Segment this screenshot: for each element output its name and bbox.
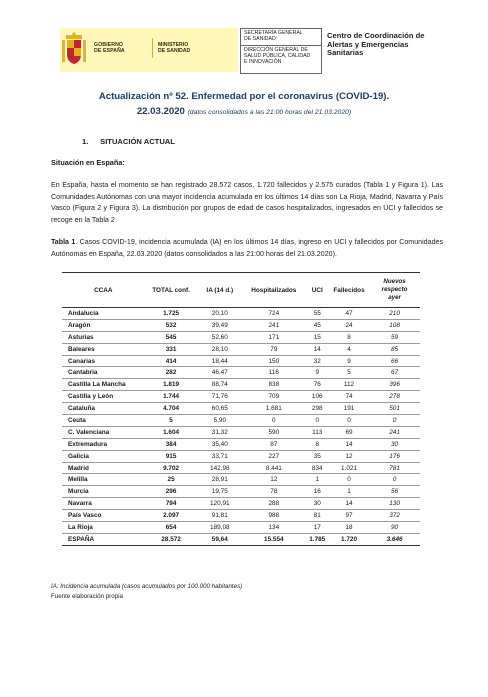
cell-hospitalizados: 988 [242,510,306,522]
subtitle-date: 22.03.2020 [136,106,185,117]
cell-hospitalizados: 78 [242,486,306,498]
cell-nuevos: 66 [369,355,420,367]
cell-uci: 32 [306,355,329,367]
footnote-ia: IA: Incidencia acumulada (casos acumulados por 100.000 habitantes) [51,583,243,590]
cell-uci: 76 [306,379,329,391]
cell-uci: 30 [306,498,329,510]
cell-ccaa: País Vasco [62,510,145,522]
cell-nuevos: 278 [369,391,420,403]
cell-nuevos: 396 [369,379,420,391]
cell-ia: 31,32 [198,426,242,438]
table-body [62,308,420,546]
cell-fallecidos: 112 [329,379,369,391]
table-row [62,415,420,427]
secretaria-box [240,28,322,74]
cell-ia: 88,74 [198,379,242,391]
cell-ia: 46,47 [198,367,242,379]
ccaes-line-3: Sanitarias [327,48,364,58]
cell-hospitalizados: 227 [242,450,306,462]
cell-total: 654 [145,522,198,534]
cell-fallecidos: 24 [329,319,369,331]
cell-ia: 142,98 [198,462,242,474]
cell-ccaa: Castilla La Mancha [62,379,145,391]
cell-ccaa: Cantabria [62,367,145,379]
total-hospitalizados: 15.554 [242,533,306,545]
cell-fallecidos: 18 [329,522,369,534]
total-total: 28.572 [145,533,198,545]
cell-total: 1.744 [145,391,198,403]
cell-ccaa: Ceuta [62,415,145,427]
cell-ia: 71,76 [198,391,242,403]
table-row [62,522,420,534]
col-header-nuevos [369,273,420,308]
coat-of-arms-icon [62,32,86,66]
cell-ia: 20,10 [198,308,242,320]
cell-ccaa: Aragón [62,319,145,331]
cell-hospitalizados: 590 [242,426,306,438]
col-header-total: TOTAL conf. [145,273,198,308]
cell-uci: 17 [306,522,329,534]
table-header [62,273,420,308]
cell-total: 331 [145,343,198,355]
cell-hospitalizados: 0 [242,415,306,427]
table-row [62,331,420,343]
cell-total: 2.097 [145,510,198,522]
cell-ccaa: La Rioja [62,522,145,534]
cell-hospitalizados: 12 [242,474,306,486]
government-name [94,42,125,54]
logo-divider [152,38,153,58]
col-header-ia: IA (14 d.) [198,273,242,308]
cell-ia: 33,71 [198,450,242,462]
cell-uci: 45 [306,319,329,331]
cell-hospitalizados: 709 [242,391,306,403]
cell-fallecidos: 12 [329,450,369,462]
cell-ia: 60,65 [198,403,242,415]
cell-nuevos: 59 [369,331,420,343]
table-row [62,462,420,474]
subtitle-note: (datos consolidados a las 21:00 horas del 21.03.2020) [187,109,352,116]
table-row [62,438,420,450]
direccion-line-1: DIRECCIÓN GENERAL DE [244,47,308,53]
cell-fallecidos: 14 [329,498,369,510]
cell-ia: 52,60 [198,331,242,343]
cell-nuevos: 67 [369,367,420,379]
cell-fallecidos: 1.021 [329,462,369,474]
cell-ccaa: Extremadura [62,438,145,450]
total-ia: 59,64 [198,533,242,545]
section-number: 1. [82,137,89,146]
cell-uci: 35 [306,450,329,462]
cell-fallecidos: 4 [329,343,369,355]
table-row [62,319,420,331]
cell-nuevos: 85 [369,343,420,355]
cases-table-wrapper [62,272,420,546]
total-ccaa: ESPAÑA [62,533,145,545]
cell-ccaa: Castilla y León [62,391,145,403]
table-row [62,391,420,403]
nuevos-line-1: Nuevos [383,278,406,286]
direccion-line-2: SALUD PÚBLICA, CALIDAD [244,52,311,59]
cell-hospitalizados: 241 [242,319,306,331]
cell-fallecidos: 69 [329,426,369,438]
section-heading [82,137,175,146]
cell-total: 5 [145,415,198,427]
cell-ccaa: C. Valenciana [62,426,145,438]
table-row [62,450,420,462]
cell-hospitalizados: 134 [242,522,306,534]
cell-uci: 16 [306,486,329,498]
cell-uci: 9 [306,367,329,379]
cell-ccaa: Andalucía [62,308,145,320]
cell-total: 384 [145,438,198,450]
cell-total: 296 [145,486,198,498]
cell-total: 414 [145,355,198,367]
cell-ia: 19,75 [198,486,242,498]
cell-hospitalizados: 150 [242,355,306,367]
table-row [62,498,420,510]
total-uci: 1.785 [306,533,329,545]
table-row [62,308,420,320]
cell-uci: 14 [306,343,329,355]
summary-paragraph: En España, hasta el momento se han registrado 28.572 casos, 1.720 fallecidos y 2.575 curados (Tabla 1 y Figura 1). Las Comunidades Autónomas con una mayor incidencia acumulada en los últimos 14 días son La Rioja, Madrid, Navarra y País Vasco (Figura 2 y Figura 3). La distribución por grupos de edad de casos hospitalizados, ingresados en UCI y fallecidos se recoge en la Tabla 2 [51,181,443,224]
cell-total: 532 [145,319,198,331]
cell-ia: 120,91 [198,498,242,510]
ccaes-name [327,32,424,58]
cell-fallecidos: 5 [329,367,369,379]
cell-hospitalizados: 838 [242,379,306,391]
cell-ccaa: Madrid [62,462,145,474]
cell-ia: 5,90 [198,415,242,427]
cell-total: 4.704 [145,403,198,415]
cell-uci: 834 [306,462,329,474]
cell-nuevos: 241 [369,426,420,438]
cell-ccaa: Galicia [62,450,145,462]
cell-nuevos: 56 [369,486,420,498]
document-title: Actualización nº 52. Enfermedad por el coronavirus (COVID-19). [98,91,390,102]
table-row [62,379,420,391]
cell-nuevos: 130 [369,498,420,510]
cell-total: 25 [145,474,198,486]
cell-uci: 113 [306,426,329,438]
table-row [62,403,420,415]
table-row [62,367,420,379]
total-nuevos: 3.646 [369,533,420,545]
table-row [62,474,420,486]
caption-label: Tabla 1 [51,238,76,246]
ministry-line-1: MINISTERIO [158,42,189,48]
cell-uci: 55 [306,308,329,320]
table-row [62,486,420,498]
cell-ccaa: Baleares [62,343,145,355]
cell-fallecidos: 0 [329,415,369,427]
cell-fallecidos: 9 [329,355,369,367]
gov-line-1: GOBIERNO [94,42,124,48]
ccaes-line-1: Centro de Coordinación de [327,31,425,40]
cell-ia: 91,81 [198,510,242,522]
cell-uci: 0 [306,415,329,427]
cell-total: 282 [145,367,198,379]
cell-total: 1.819 [145,379,198,391]
cell-hospitalizados: 171 [242,331,306,343]
cell-nuevos: 108 [369,319,420,331]
ministry-line-2: DE SANIDAD [158,48,191,54]
ccaes-line-2: Alertas y Emergencias [327,39,409,49]
secretaria-line-1: SECRETARÍA GENERAL [244,30,303,36]
cell-uci: 298 [306,403,329,415]
cell-ia: 28,91 [198,474,242,486]
cell-fallecidos: 97 [329,510,369,522]
cell-total: 1.725 [145,308,198,320]
cell-total: 794 [145,498,198,510]
cell-ccaa: Cataluña [62,403,145,415]
cell-nuevos: 501 [369,403,420,415]
cell-fallecidos: 0 [329,474,369,486]
situation-heading: Situación en España: [51,158,125,167]
direccion-line-3: E INNOVACIÓN [244,58,282,65]
cell-uci: 15 [306,331,329,343]
cell-uci: 1 [306,474,329,486]
header-row [62,273,420,308]
cell-hospitalizados: 1.681 [242,403,306,415]
cell-nuevos: 0 [369,415,420,427]
cell-ia: 39,49 [198,319,242,331]
cell-nuevos: 90 [369,522,420,534]
cell-ccaa: Melilla [62,474,145,486]
cases-table [62,272,420,546]
cell-total: 9.702 [145,462,198,474]
col-header-fallecidos: Fallecidos [329,273,369,308]
cell-nuevos: 372 [369,510,420,522]
table-total-row [62,533,420,545]
section-title: SITUACIÓN ACTUAL [100,137,175,146]
cell-fallecidos: 191 [329,403,369,415]
cell-ia: 189,08 [198,522,242,534]
cell-uci: 81 [306,510,329,522]
cell-ia: 28,10 [198,343,242,355]
secretaria-line-2: DE SANIDAD [244,35,276,42]
secretaria-general [241,29,321,46]
cell-hospitalizados: 116 [242,367,306,379]
cell-hospitalizados: 87 [242,438,306,450]
cell-total: 1.604 [145,426,198,438]
footnote-source: Fuente elaboración propia [51,593,123,600]
cell-ccaa: Canarias [62,355,145,367]
cell-hospitalizados: 724 [242,308,306,320]
table-row [62,343,420,355]
cell-uci: 106 [306,391,329,403]
cell-fallecidos: 47 [329,308,369,320]
cell-ccaa: Murcia [62,486,145,498]
nuevos-line-3: ayer [388,293,401,301]
cell-total: 915 [145,450,198,462]
document-subtitle [0,106,488,117]
cell-ia: 35,40 [198,438,242,450]
ministry-name [158,42,190,54]
cell-nuevos: 176 [369,450,420,462]
document-header [40,24,450,74]
nuevos-line-2: respecto [381,286,408,294]
cell-fallecidos: 74 [329,391,369,403]
cell-nuevos: 210 [369,308,420,320]
cell-fallecidos: 8 [329,331,369,343]
caption-text: . Casos COVID-19, incidencia acumulada (IA) en los últimos 14 días, ingreso en UCI y fallecidos por Comunidades Autónomas en España, 22.03.2020 (datos consolidados a las 21:00 horas del 21.03.2020). [51,238,443,258]
gov-line-2: DE ESPAÑA [94,48,125,54]
cell-hospitalizados: 79 [242,343,306,355]
col-header-ccaa: CCAA [62,273,145,308]
cell-nuevos: 781 [369,462,420,474]
direccion-general [241,46,321,67]
table-row [62,510,420,522]
cell-uci: 8 [306,438,329,450]
table-caption [51,237,443,260]
cell-ia: 18,44 [198,355,242,367]
col-header-uci: UCI [306,273,329,308]
cell-fallecidos: 14 [329,438,369,450]
cell-ccaa: Asturias [62,331,145,343]
government-logo-block [60,28,238,72]
total-fallecidos: 1.720 [329,533,369,545]
cell-nuevos: 30 [369,438,420,450]
cell-total: 545 [145,331,198,343]
cell-hospitalizados: 8.441 [242,462,306,474]
cell-hospitalizados: 288 [242,498,306,510]
table-row [62,355,420,367]
cell-nuevos: 0 [369,474,420,486]
cell-ccaa: Navarra [62,498,145,510]
col-header-hospitalizados: Hospitalizados [242,273,306,308]
table-row [62,426,420,438]
cell-fallecidos: 1 [329,486,369,498]
